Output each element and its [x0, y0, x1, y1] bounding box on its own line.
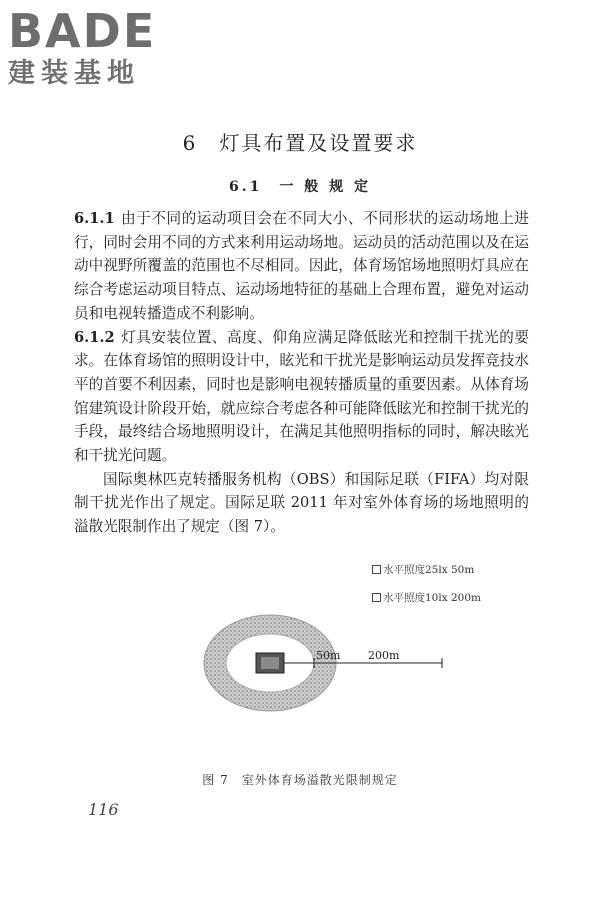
label-200m: 200m: [368, 649, 400, 662]
watermark-logo: [8, 6, 178, 90]
clause-number: 6.1.2: [74, 328, 115, 346]
figure-caption: 图 7 室外体育场溢散光限制规定: [202, 773, 398, 787]
clause-6-1-1: [74, 207, 529, 326]
body-text: [74, 207, 529, 539]
section-title: 6.1 一 般 规 定: [229, 179, 371, 195]
paragraph-fifa: 国际奥林匹克转播服务机构（OBS）和国际足联（FIFA）均对限制干扰光作出了规定。国际足联 2011 年对室外体育场的场地照明的溢散光限制作出了规定（图 7）。: [74, 470, 529, 536]
legend-item-25lx: 水平照度25lx 50m: [372, 562, 474, 577]
legend-box-icon: [372, 593, 381, 602]
logo-brand: BADE: [8, 4, 157, 58]
clause-text: 灯具安装位置、高度、仰角应满足降低眩光和控制干扰光的要求。在体育场馆的照明设计中，眩光和干扰光是影响运动员发挥竞技水平的首要不利因素，同时也是影响电视转播质量的重要因素。从体育场馆建筑设计阶段开始，就应综合考虑各种可能降低眩光和控制干扰光的手段，最终结合场地照明设计，在满足其他照明指标的同时，解决眩光和干扰光问题。: [74, 328, 529, 465]
logo-subtitle: 建装基地: [8, 58, 140, 89]
spill-light-diagram: [190, 610, 510, 740]
legend-item-10lx: 水平照度10lx 200m: [372, 590, 481, 605]
clause-6-1-2: [74, 326, 529, 468]
page-number: 116: [88, 800, 119, 819]
label-50m: 50m: [316, 649, 341, 662]
chapter-title: 6 灯具布置及设置要求: [182, 131, 418, 155]
clause-number: 6.1.1: [74, 210, 115, 227]
clause-text: 由于不同的运动项目会在不同大小、不同形状的运动场地上进行，同时会用不同的方式来利用运动场地。运动员的活动范围以及在运动中视野所覆盖的范围也不尽相同。因此，体育场馆场地照明灯具应在综合考虑运动项目特点、运动场地特征的基础上合理布置，避免对运动员和电视转播造成不利影响。: [74, 210, 529, 322]
legend-box-icon: [372, 565, 381, 574]
